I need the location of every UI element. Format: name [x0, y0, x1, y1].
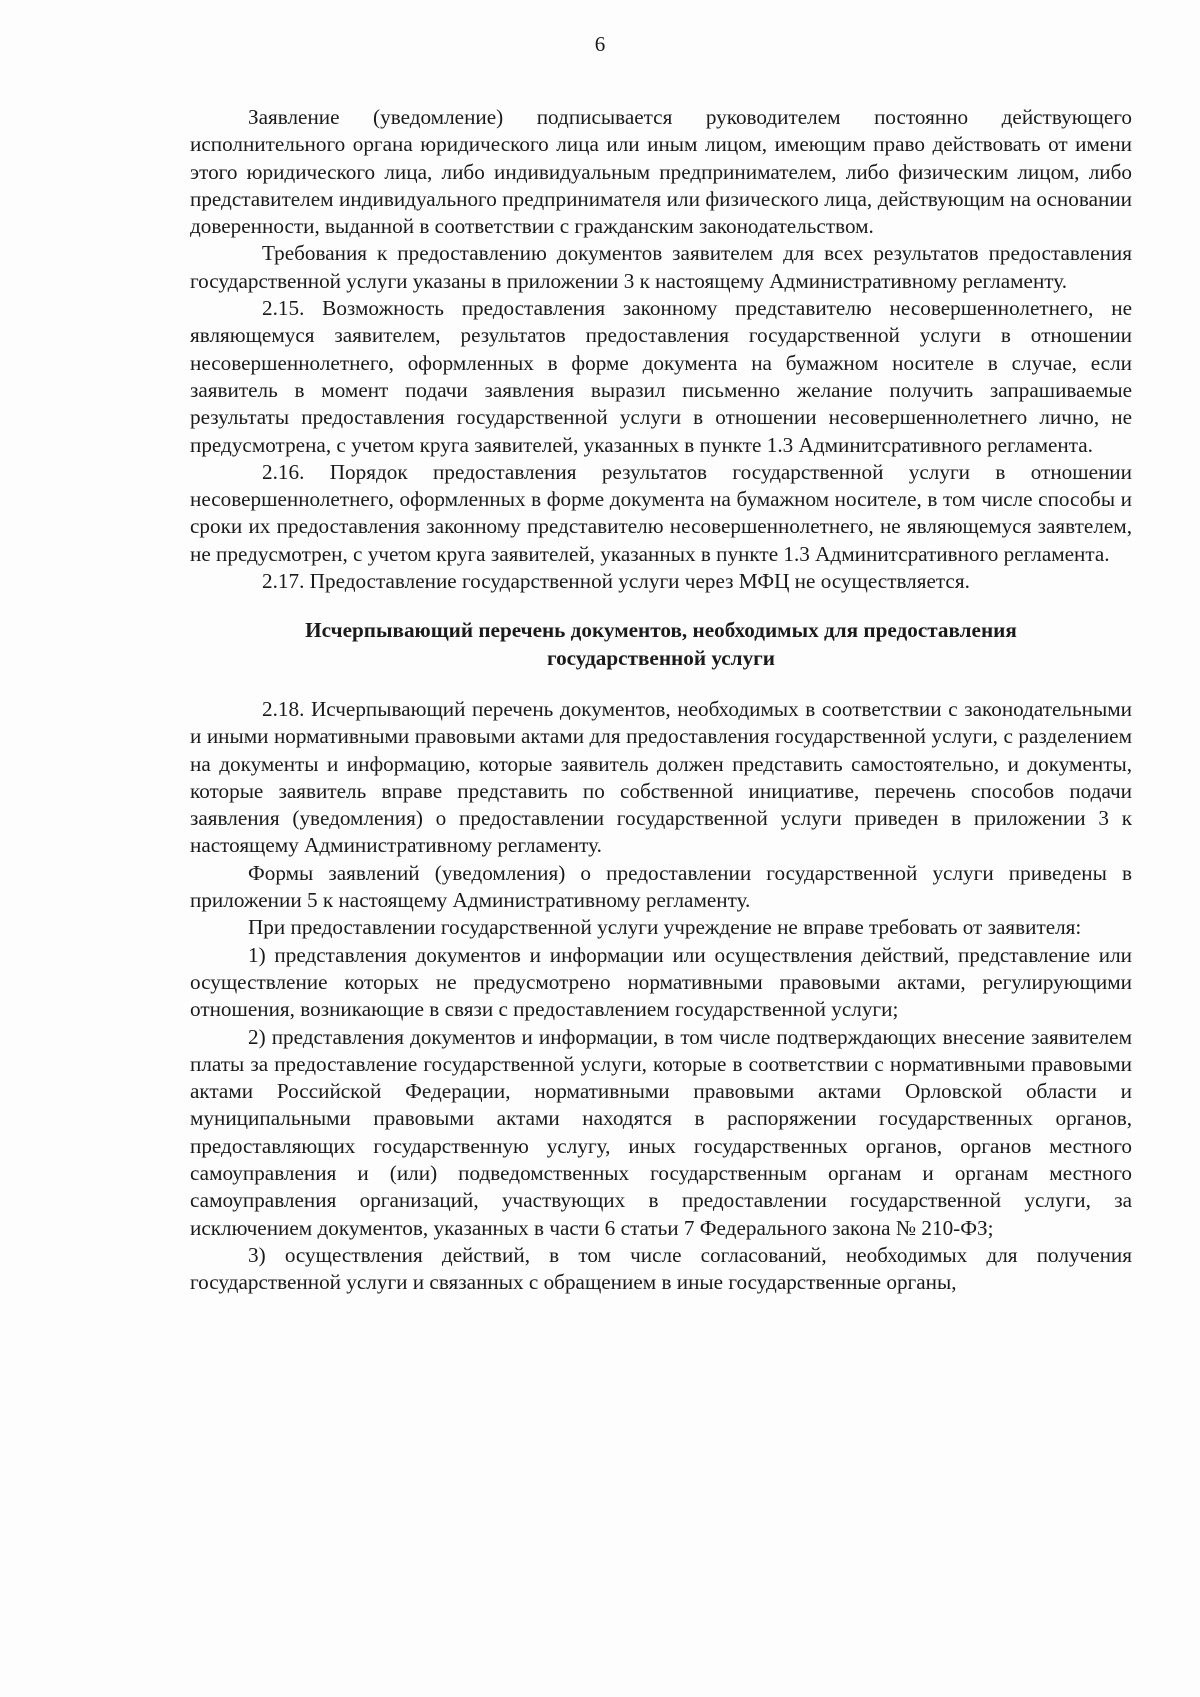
- paragraph-requirements: Требования к предоставлению документов заявителем для всех результатов предоставления государственной услуги указаны в приложении 3 к настоящему Административному регламенту.: [190, 241, 1132, 293]
- section-heading: Исчерпывающий перечень документов, необходимых для предоставления государственной услуги: [305, 618, 1017, 670]
- paragraph-2-17: 2.17. Предоставление государственной услуги через МФЦ не осуществляется.: [262, 569, 970, 594]
- paragraph-2-18: 2.18. Исчерпывающий перечень документов, необходимых в соответствии с законодательными и иными нормативными правовыми актами для предоставления государственной услуги, с разделением на документы и информацию, которые заявитель должен представить самостоятельно, и документы, которые заявитель вправе представить по собственной инициативе, перечень способов подачи заявления (уведомления) о предоставлении государственной услуги приведен в приложении 3 к настоящему Административному регламенту.: [190, 696, 1132, 858]
- document-body: [190, 104, 1132, 1296]
- paragraph-signature: Заявление (уведомление) подписывается руководителем постоянно действующего исполнительного органа юридического лица или иным лицом, имеющим право действовать от имени этого юридического лица, либо индивидуальным предпринимателем, либо физическим лицом, либо представителем индивидуального предпринимателя или физического лица, действующим на основании доверенности, выданной в соответствии с гражданским законодательством.: [190, 105, 1132, 239]
- page-number: 6: [594, 32, 606, 56]
- list-item-3: 3) осуществления действий, в том числе согласований, необходимых для получения государственной услуги и связанных с обращением в иные государственные органы,: [190, 1242, 1132, 1295]
- paragraph-forms: Формы заявлений (уведомления) о предоставлении государственной услуги приведены в приложении 5 к настоящему Административному регламенту.: [190, 860, 1132, 913]
- paragraph-2-16: 2.16. Порядок предоставления результатов государственной услуги в отношении несовершеннолетнего, оформленных в форме документа на бумажном носителе, в том числе способы и сроки их предоставления законному представителю несовершеннолетнего, не являющемуся заявтелем, не предусмотрен, с учетом круга заявителей, указанных в пункте 1.3 Админитсративного регламента.: [190, 459, 1132, 566]
- paragraph-2-15: 2.15. Возможность предоставления законному представителю несовершеннолетнего, не являющемуся заявителем, результатов предоставления государственной услуги в отношении несовершеннолетнего, оформленных в форме документа на бумажном носителе в случае, если заявитель в момент подачи заявления выразил письменно желание получить запрашиваемые результаты предоставления государственной услуги в отношении несовершеннолетнего лично, не предусмотрена, с учетом круга заявителей, указанных в пункте 1.3 Админитсративного регламента.: [190, 296, 1132, 457]
- list-item-2: 2) представления документов и информации, в том числе подтверждающих внесение заявителем платы за предоставление государственной услуги, которые в соответствии с нормативными правовыми актами Российской Федерации, нормативными правовыми актами Орловской области и муниципальными правовыми актами находятся в распоряжении государственных органов, предоставляющих государственную услугу, иных государственных органов, органов местного самоуправления и (или) подведомственных государственным органам и органам местного самоуправления организаций, участвующих в предоставлении государственной услуги, за исключением документов, указанных в части 6 статьи 7 Федерального закона № 210-ФЗ;: [190, 1024, 1132, 1240]
- paragraph-not-entitled: При предоставлении государственной услуги учреждение не вправе требовать от заявителя:: [248, 915, 1082, 940]
- list-item-1: 1) представления документов и информации или осуществления действий, представление или осуществление которых не предусмотрено нормативными правовыми актами, регулирующими отношения, возникающие в связи с предоставлением государственной услуги;: [190, 942, 1132, 1022]
